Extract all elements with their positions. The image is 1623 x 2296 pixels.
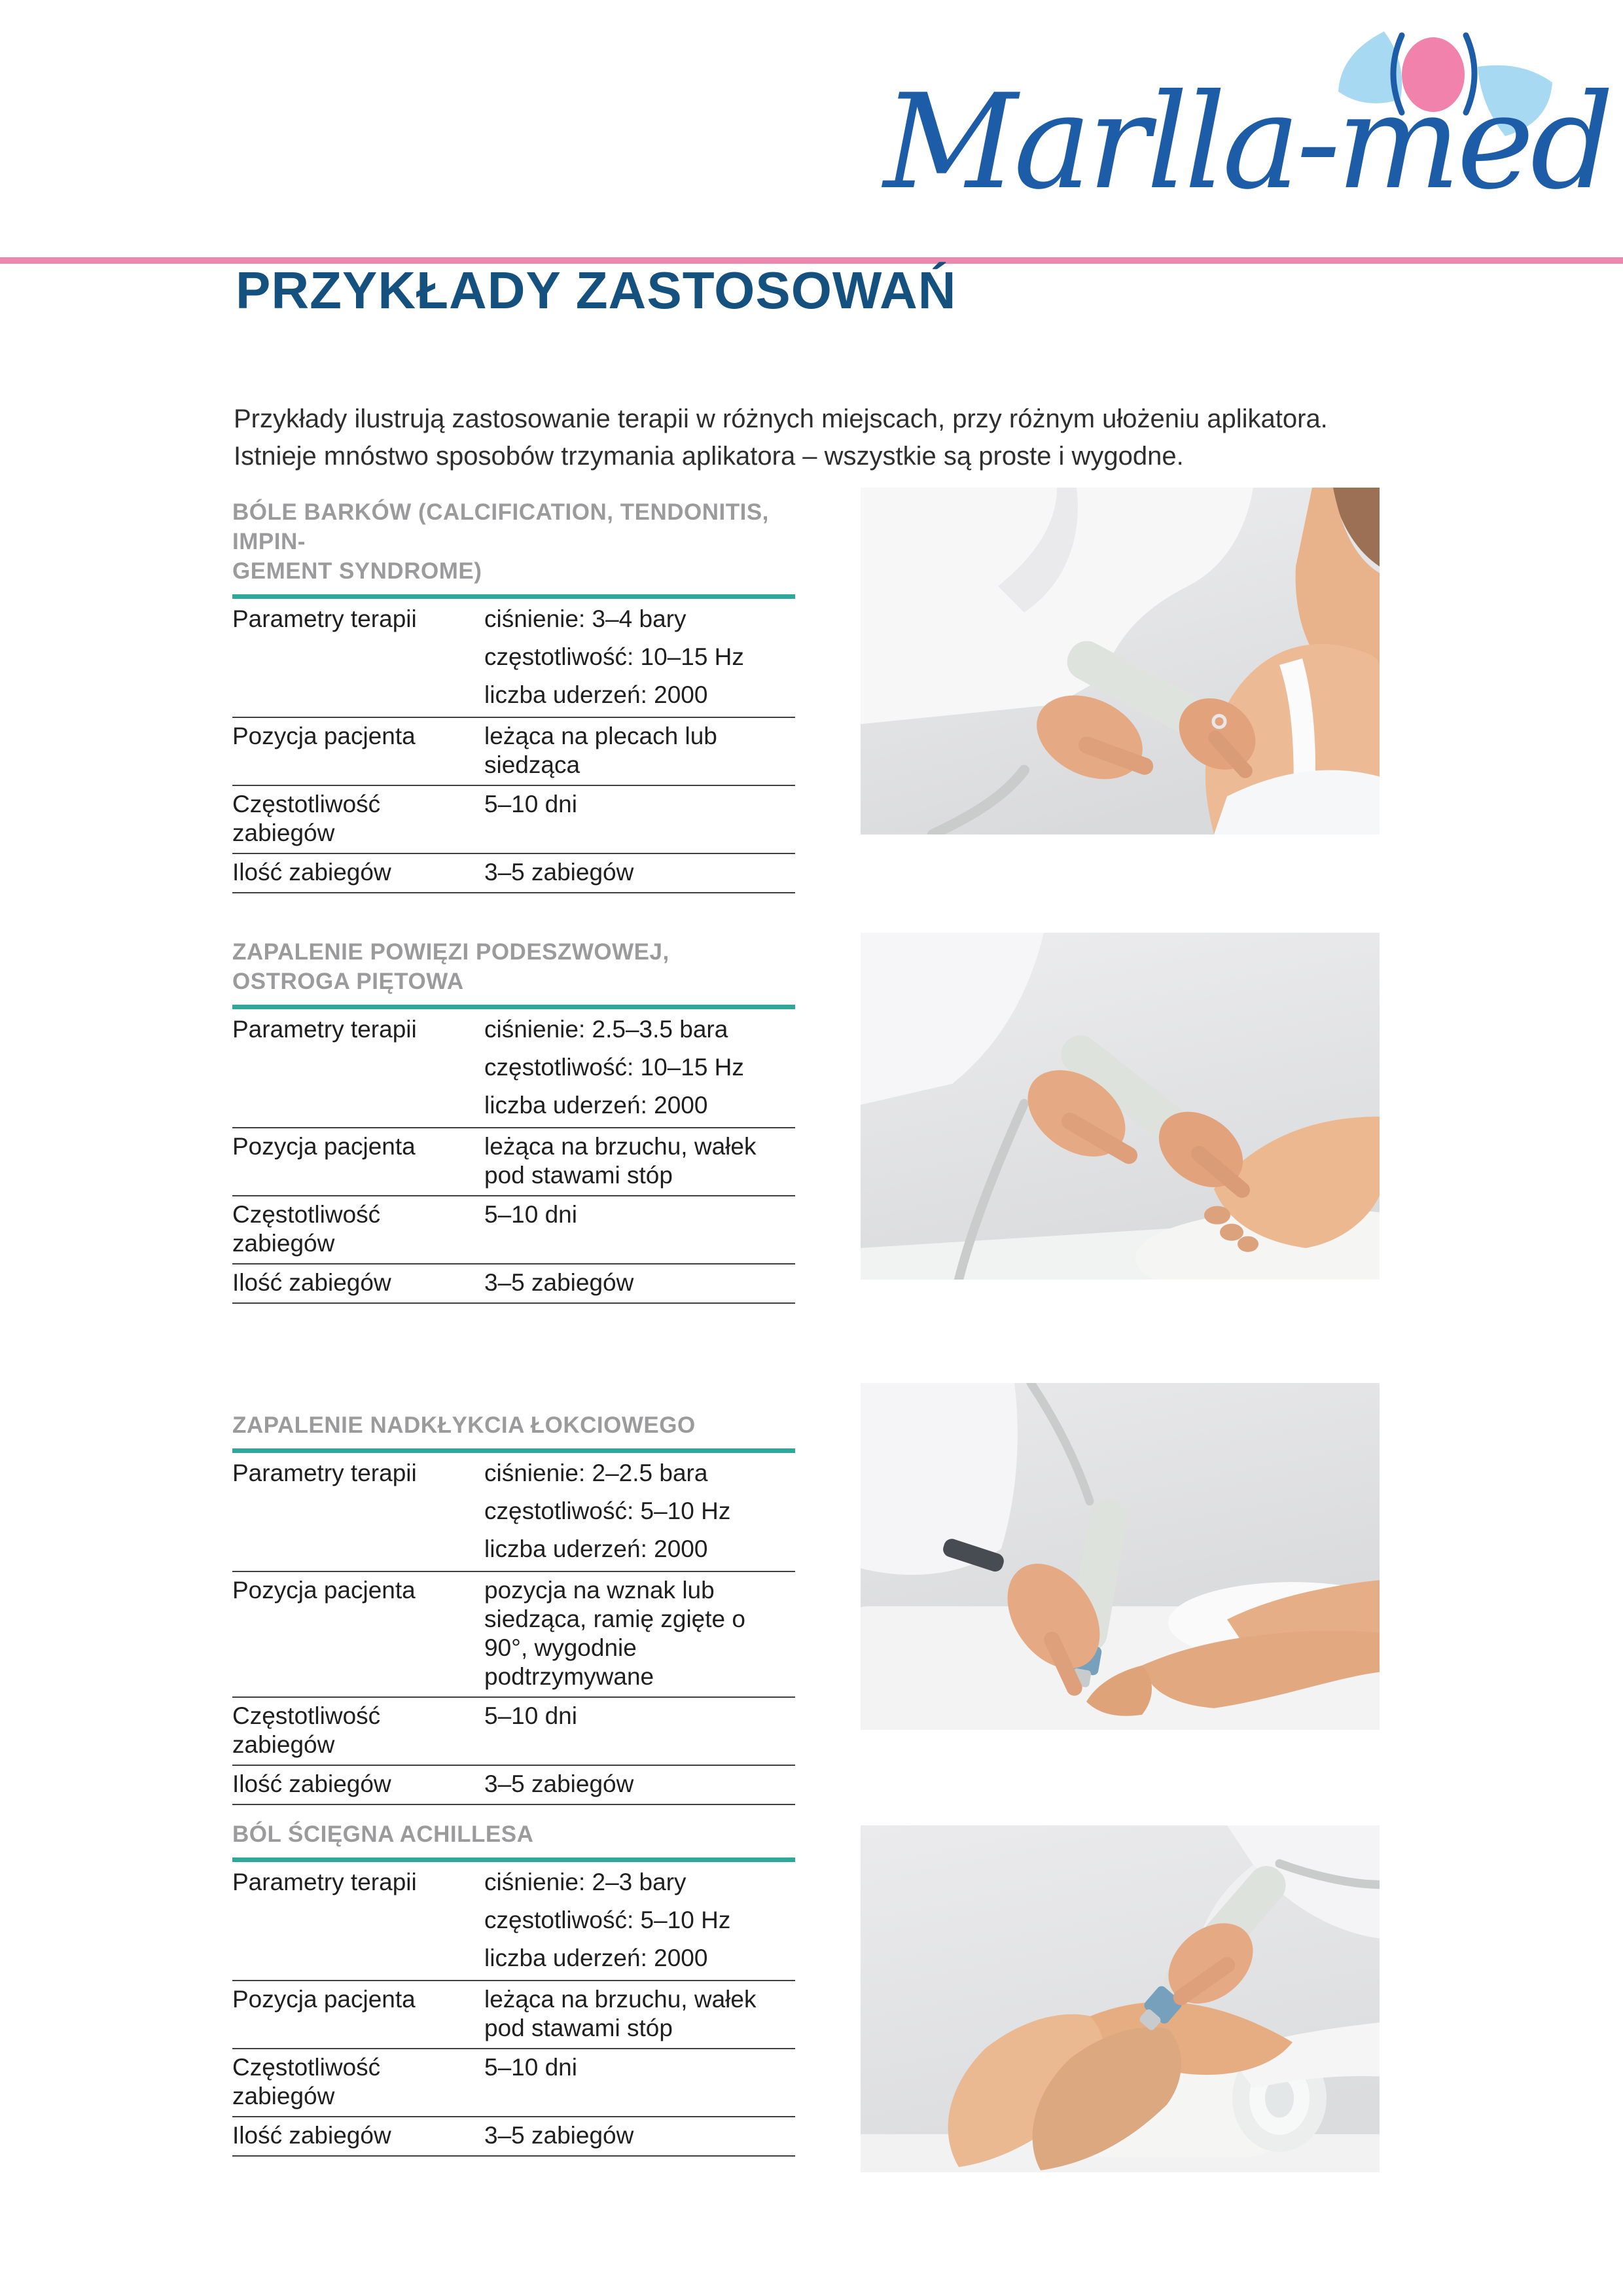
row-label: Częstotliwość zabiegów [232, 1201, 381, 1257]
row-label: Pozycja pacjenta [232, 1986, 416, 2013]
row-value: 3–5 zabiegów [484, 1770, 634, 1797]
heading-line: ZAPALENIE NADKŁYKCIA ŁOKCIOWEGO [232, 1412, 696, 1438]
parameter-pressure: ciśnienie: 2–2.5 bara [484, 1460, 708, 1486]
row-value [484, 1868, 795, 1973]
heading-line: ZAPALENIE POWIĘZI PODESZWOWEJ, [232, 939, 669, 965]
row-value: leżąca na plecach lub siedząca [484, 723, 717, 778]
row-label: Ilość zabiegów [232, 859, 391, 886]
row-label: Pozycja pacjenta [232, 1577, 416, 1604]
heading-line: BÓLE BARKÓW (CALCIFICATION, TENDONITIS, IMPIN- [232, 499, 769, 554]
table-row-position [232, 1572, 795, 1698]
heading-line: BÓL ŚCIĘGNA ACHILLESA [232, 1821, 534, 1847]
parameter-frequency: częstotliwość: 5–10 Hz [484, 1498, 731, 1524]
parameter-pressure: ciśnienie: 2–3 bary [484, 1869, 687, 1895]
parameter-frequency: częstotliwość: 10–15 Hz [484, 1054, 744, 1081]
row-value: 5–10 dni [484, 1201, 577, 1228]
row-label: Częstotliwość zabiegów [232, 2054, 381, 2109]
section-heading [232, 937, 795, 996]
intro-paragraph [234, 401, 1405, 475]
therapy-photo-achilles [861, 1825, 1380, 2172]
teal-divider [232, 1857, 795, 1862]
table-row-frequency [232, 1196, 795, 1265]
section-achilles-tendon [232, 1820, 795, 2157]
section-plantar-fasciitis [232, 937, 795, 1304]
parameter-shots: liczba uderzeń: 2000 [484, 1092, 708, 1119]
row-label: Ilość zabiegów [232, 1269, 391, 1296]
table-row-frequency [232, 2049, 795, 2117]
table-row-count [232, 2117, 795, 2157]
table-row-count [232, 1265, 795, 1304]
row-label: Parametry terapii [232, 1869, 417, 1895]
row-label: Parametry terapii [232, 1016, 417, 1043]
table-row-parameters [232, 1009, 795, 1128]
parameter-shots: liczba uderzeń: 2000 [484, 681, 708, 708]
row-label: Ilość zabiegów [232, 1770, 391, 1797]
table-row-frequency [232, 786, 795, 854]
row-value [484, 1015, 795, 1120]
row-label: Częstotliwość zabiegów [232, 791, 381, 846]
teal-divider [232, 1005, 795, 1009]
section-heading [232, 1820, 795, 1849]
row-value: 3–5 zabiegów [484, 1269, 634, 1296]
row-value: 5–10 dni [484, 2054, 577, 2081]
therapy-photo-elbow [861, 1383, 1380, 1730]
row-value: leżąca na brzuchu, wałek pod stawami stóp [484, 1133, 757, 1189]
parameter-shots: liczba uderzeń: 2000 [484, 1945, 708, 1971]
section-tennis-elbow [232, 1410, 795, 1805]
row-value: pozycja na wznak lub siedząca, ramię zgięte o 90°, wygodnie podtrzymywane [484, 1577, 745, 1690]
therapy-photo-heel [861, 933, 1380, 1280]
table-row-count [232, 1766, 795, 1805]
brand-logo [883, 0, 1616, 249]
parameter-shots: liczba uderzeń: 2000 [484, 1535, 708, 1562]
row-value: leżąca na brzuchu, wałek pod stawami stóp [484, 1986, 757, 2041]
row-value [484, 605, 795, 709]
parameter-pressure: ciśnienie: 3–4 bary [484, 605, 687, 632]
teal-divider [232, 1448, 795, 1453]
row-label: Pozycja pacjenta [232, 723, 416, 749]
table-row-position [232, 718, 795, 786]
parameter-frequency: częstotliwość: 5–10 Hz [484, 1907, 731, 1933]
row-label: Ilość zabiegów [232, 2122, 391, 2149]
table-row-position [232, 1128, 795, 1196]
row-label: Częstotliwość zabiegów [232, 1702, 381, 1758]
intro-line: Istnieje mnóstwo sposobów trzymania aplikatora – wszystkie są proste i wygodne. [234, 442, 1184, 471]
row-value [484, 1459, 795, 1564]
section-shoulder-pain [232, 497, 795, 893]
heading-line: GEMENT SYNDROME) [232, 558, 482, 584]
brand-name: Marlla-med [883, 66, 1611, 219]
section-heading [232, 497, 795, 586]
table-row-parameters [232, 1453, 795, 1572]
row-label: Parametry terapii [232, 605, 417, 632]
row-value: 3–5 zabiegów [484, 2122, 634, 2149]
therapy-photo-shoulder [861, 488, 1380, 834]
intro-line: Przykłady ilustrują zastosowanie terapii w różnych miejscach, przy różnym ułożeniu aplikatora. [234, 404, 1328, 433]
parameter-frequency: częstotliwość: 10–15 Hz [484, 643, 744, 670]
table-row-count [232, 854, 795, 893]
table-row-frequency [232, 1698, 795, 1766]
row-label: Parametry terapii [232, 1460, 417, 1486]
teal-divider [232, 594, 795, 599]
table-row-parameters [232, 1862, 795, 1981]
row-label: Pozycja pacjenta [232, 1133, 416, 1160]
row-value: 5–10 dni [484, 791, 577, 817]
row-value: 3–5 zabiegów [484, 859, 634, 886]
table-row-position [232, 1981, 795, 2049]
parameter-pressure: ciśnienie: 2.5–3.5 bara [484, 1016, 728, 1043]
row-value: 5–10 dni [484, 1702, 577, 1729]
page-title: PRZYKŁADY ZASTOSOWAŃ [236, 261, 957, 319]
table-row-parameters [232, 599, 795, 718]
heading-line: OSTROGA PIĘTOWA [232, 969, 464, 994]
section-heading [232, 1410, 795, 1440]
